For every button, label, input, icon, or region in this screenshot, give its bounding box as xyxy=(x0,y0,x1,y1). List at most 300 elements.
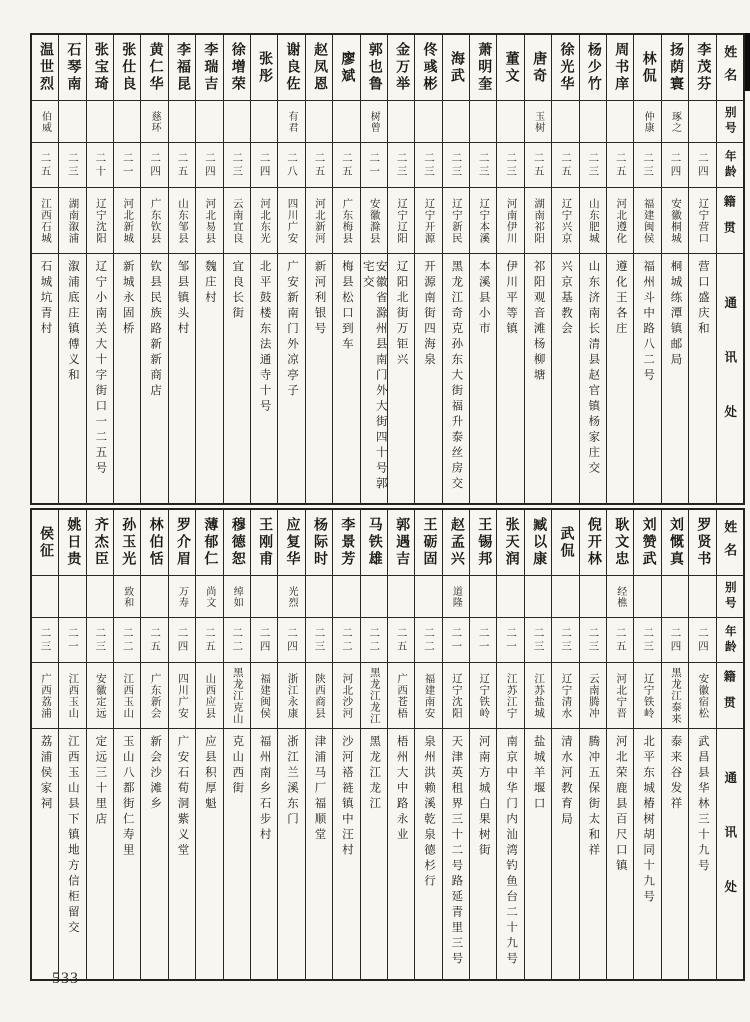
person-address-cell xyxy=(525,254,551,503)
person-column xyxy=(606,510,633,979)
person-address-cell xyxy=(388,729,414,979)
person-name-cell xyxy=(32,510,58,576)
person-name: 周书庠 xyxy=(613,42,629,93)
person-age: 二五 xyxy=(340,151,352,179)
person-age: 二三 xyxy=(559,626,571,654)
person-name-cell xyxy=(251,510,277,576)
person-address-cell xyxy=(689,254,715,503)
person-name: 赵凤恩 xyxy=(311,42,327,93)
person-age: 二五 xyxy=(395,626,407,654)
person-name-cell xyxy=(497,510,523,576)
person-address-cell xyxy=(552,254,578,503)
person-age: 二五 xyxy=(203,626,215,654)
person-alias-cell xyxy=(388,101,414,143)
person-origin-cell xyxy=(361,188,387,254)
person-name: 张宝琦 xyxy=(92,42,108,93)
person-address: 河北荣鹿县百尺口镇 xyxy=(614,735,627,875)
person-name-cell xyxy=(525,510,551,576)
person-origin-cell xyxy=(388,663,414,729)
person-age-cell xyxy=(689,618,715,663)
person-name: 石琴南 xyxy=(65,42,81,93)
person-origin: 安徽宿松 xyxy=(697,672,709,719)
person-name: 赵孟兴 xyxy=(448,517,464,568)
person-name: 马铁雄 xyxy=(366,517,382,568)
person-alias: 绰如 xyxy=(231,585,243,608)
person-column xyxy=(524,35,551,503)
person-address: 河南方城白果树街 xyxy=(477,735,490,859)
person-age-cell xyxy=(224,618,250,663)
person-address: 荔浦侯家祠 xyxy=(39,735,52,813)
person-age-cell xyxy=(443,618,469,663)
header-origin-label: 籍贯 xyxy=(722,669,737,722)
person-address: 泰来谷发祥 xyxy=(669,735,682,813)
person-alias: 玉树 xyxy=(532,110,544,133)
person-origin-cell xyxy=(224,188,250,254)
person-age: 二四 xyxy=(176,626,188,654)
person-age-cell xyxy=(278,618,304,663)
person-address-cell xyxy=(361,254,387,503)
person-alias-cell xyxy=(552,101,578,143)
person-origin-cell xyxy=(278,188,304,254)
person-age-cell xyxy=(552,618,578,663)
header-address-cell xyxy=(717,254,743,503)
person-name: 穆德恕 xyxy=(229,517,245,568)
person-age: 二四 xyxy=(258,626,270,654)
person-alias-cell xyxy=(87,576,113,618)
person-age: 二十 xyxy=(94,151,106,179)
person-address: 辽宁小南关大十字街口一二五号 xyxy=(94,260,107,477)
person-origin: 河北遵化 xyxy=(615,197,627,244)
person-address-cell xyxy=(196,254,222,503)
person-column xyxy=(168,35,195,503)
person-alias-cell xyxy=(306,101,332,143)
person-alias-cell xyxy=(59,576,85,618)
person-age-cell xyxy=(141,143,167,188)
person-name-cell xyxy=(196,35,222,101)
person-address: 天津英租界三十二号路延青里三号 xyxy=(450,735,463,968)
person-column xyxy=(305,35,332,503)
person-name-cell xyxy=(443,510,469,576)
person-name: 罗贤书 xyxy=(695,517,711,568)
person-name: 臧以康 xyxy=(531,517,547,568)
person-origin-cell xyxy=(169,188,195,254)
person-age: 二四 xyxy=(669,626,681,654)
person-column xyxy=(360,35,387,503)
person-age: 二三 xyxy=(231,151,243,179)
person-name: 唐奇 xyxy=(531,50,547,85)
person-address: 浙江兰溪东门 xyxy=(286,735,299,828)
person-column xyxy=(688,510,715,979)
person-column xyxy=(277,510,304,979)
person-age-cell xyxy=(607,618,633,663)
person-origin: 黑龙江泰来 xyxy=(670,666,682,725)
person-address: 宜良长街 xyxy=(231,260,244,322)
person-address: 广安石荀洞紫义堂 xyxy=(176,735,189,859)
person-column xyxy=(86,510,113,979)
person-origin: 河北宁晋 xyxy=(615,672,627,719)
person-age: 二四 xyxy=(203,151,215,179)
person-column xyxy=(469,510,496,979)
person-origin: 河北东光 xyxy=(259,197,271,244)
person-age-cell xyxy=(114,618,140,663)
person-name-cell xyxy=(333,35,359,101)
person-address-cell xyxy=(415,254,441,503)
person-address-cell xyxy=(443,254,469,503)
person-age: 二二 xyxy=(423,626,434,654)
person-address: 石城坑青村 xyxy=(39,260,52,338)
person-origin-cell xyxy=(32,663,58,729)
person-age: 二一 xyxy=(121,151,133,179)
person-address-cell xyxy=(224,729,250,979)
person-age-cell xyxy=(333,143,359,188)
person-alias: 仲康 xyxy=(642,110,654,133)
person-age-cell xyxy=(552,143,578,188)
person-origin-cell xyxy=(59,663,85,729)
person-origin: 江西石城 xyxy=(40,197,52,244)
person-address-cell xyxy=(114,729,140,979)
person-age: 二四 xyxy=(286,626,298,654)
person-name-cell xyxy=(415,35,441,101)
person-origin: 黑龙江龙江 xyxy=(368,666,380,725)
person-column xyxy=(195,510,222,979)
person-origin: 陕西商县 xyxy=(313,672,325,719)
person-age: 二五 xyxy=(614,626,626,654)
person-name: 王刚甫 xyxy=(257,517,273,568)
person-age: 二三 xyxy=(505,151,517,179)
person-alias-cell xyxy=(32,576,58,618)
person-age-cell xyxy=(333,618,359,663)
person-alias-cell xyxy=(443,101,469,143)
person-origin: 河北沙河 xyxy=(341,672,353,719)
person-address: 黑龙江龙江 xyxy=(368,735,381,813)
person-name-cell xyxy=(580,510,606,576)
person-address-cell xyxy=(361,729,387,979)
person-age-cell xyxy=(415,618,441,663)
person-origin: 河南伊川 xyxy=(505,197,517,244)
person-name-cell xyxy=(552,35,578,101)
person-origin-cell xyxy=(333,663,359,729)
person-address: 伊川平等镇 xyxy=(505,260,518,338)
header-alias-cell xyxy=(717,101,743,143)
person-alias-cell xyxy=(59,101,85,143)
person-age: 二五 xyxy=(313,151,325,179)
person-age: 二四 xyxy=(149,151,161,179)
person-alias-cell xyxy=(689,576,715,618)
person-address-cell xyxy=(443,729,469,979)
person-alias-cell xyxy=(306,576,332,618)
person-origin: 河北新城 xyxy=(122,197,134,244)
person-name: 徐增荣 xyxy=(229,42,245,93)
person-origin-cell xyxy=(59,188,85,254)
person-name-cell xyxy=(388,35,414,101)
person-age: 二四 xyxy=(669,151,681,179)
person-age-cell xyxy=(361,143,387,188)
person-address-cell xyxy=(580,729,606,979)
person-alias-cell xyxy=(333,101,359,143)
person-name-cell xyxy=(662,510,688,576)
person-name-cell xyxy=(689,510,715,576)
person-origin-cell xyxy=(634,188,660,254)
person-alias-cell xyxy=(580,101,606,143)
header-name-label: 姓名 xyxy=(722,519,738,566)
person-origin-cell xyxy=(634,663,660,729)
person-age: 二一 xyxy=(450,626,462,654)
person-age-cell xyxy=(87,143,113,188)
person-origin: 山东邹县 xyxy=(176,197,188,244)
person-address-cell xyxy=(497,729,523,979)
person-alias-cell xyxy=(525,576,551,618)
person-name: 薄郁仁 xyxy=(202,517,218,568)
person-origin-cell xyxy=(415,188,441,254)
person-name-cell xyxy=(169,510,195,576)
person-name: 姚日贵 xyxy=(65,517,81,568)
person-origin-cell xyxy=(306,188,332,254)
person-alias: 经樵 xyxy=(614,585,626,608)
person-age-cell xyxy=(689,143,715,188)
header-alias-label: 别号 xyxy=(723,106,736,137)
person-name: 刘慨真 xyxy=(668,517,684,568)
person-origin: 云南宜良 xyxy=(231,197,243,244)
person-age: 二五 xyxy=(532,151,544,179)
person-name-cell xyxy=(607,510,633,576)
person-address-cell xyxy=(470,729,496,979)
person-alias-cell xyxy=(415,576,441,618)
person-origin-cell xyxy=(552,188,578,254)
person-name-cell xyxy=(388,510,414,576)
person-age: 二三 xyxy=(642,626,654,654)
person-address-cell xyxy=(224,254,250,503)
person-origin: 辽宁辽阳 xyxy=(396,197,408,244)
person-alias-cell xyxy=(196,101,222,143)
person-column xyxy=(332,510,359,979)
person-origin-cell xyxy=(443,663,469,729)
person-column xyxy=(661,35,688,503)
person-origin-cell xyxy=(141,663,167,729)
person-name-cell xyxy=(224,510,250,576)
person-column xyxy=(524,510,551,979)
person-name: 杨际时 xyxy=(311,517,327,568)
person-age-cell xyxy=(224,143,250,188)
person-column xyxy=(113,510,140,979)
person-name-cell xyxy=(689,35,715,101)
header-alias-label: 别号 xyxy=(723,581,736,612)
person-age-cell xyxy=(59,618,85,663)
person-origin: 福建南安 xyxy=(423,672,435,719)
person-age: 二三 xyxy=(423,151,434,179)
person-origin: 辽宁营口 xyxy=(697,197,709,244)
person-age-cell xyxy=(278,143,304,188)
person-address: 津浦马厂福顺堂 xyxy=(313,735,326,844)
person-address-cell xyxy=(580,254,606,503)
person-name-cell xyxy=(525,35,551,101)
person-age-cell xyxy=(169,143,195,188)
person-name-cell xyxy=(224,35,250,101)
person-column xyxy=(688,35,715,503)
person-age-cell xyxy=(196,618,222,663)
person-name: 温世烈 xyxy=(38,42,54,93)
person-alias: 道隆 xyxy=(450,585,462,608)
person-column xyxy=(195,35,222,503)
person-alias-cell xyxy=(361,576,387,618)
person-origin: 山西应县 xyxy=(204,672,216,719)
person-age-cell xyxy=(634,143,660,188)
person-alias-cell xyxy=(278,101,304,143)
person-alias: 尚文 xyxy=(203,585,215,608)
person-alias-cell xyxy=(196,576,222,618)
person-origin-cell xyxy=(607,663,633,729)
person-column xyxy=(442,510,469,979)
person-origin-cell xyxy=(443,188,469,254)
person-origin-cell xyxy=(662,663,688,729)
person-address: 桐城练潭镇邮局 xyxy=(669,260,682,369)
person-name: 佟彧彬 xyxy=(421,42,437,93)
person-column xyxy=(606,35,633,503)
person-address-cell xyxy=(251,729,277,979)
person-origin: 云南腾冲 xyxy=(587,672,599,719)
person-name-cell xyxy=(415,510,441,576)
person-age: 二五 xyxy=(559,151,571,179)
person-alias-cell xyxy=(634,576,660,618)
person-column xyxy=(250,510,277,979)
person-address-cell xyxy=(634,729,660,979)
person-origin-cell xyxy=(251,188,277,254)
person-age: 二三 xyxy=(587,626,599,654)
person-address: 邹县镇头村 xyxy=(176,260,189,338)
person-origin-cell xyxy=(689,188,715,254)
person-address: 玉山八都街仁寿里 xyxy=(121,735,134,859)
person-alias-cell xyxy=(361,101,387,143)
person-name-cell xyxy=(470,35,496,101)
person-address-cell xyxy=(415,729,441,979)
person-address: 江西玉山县下镇地方信柜留交 xyxy=(66,735,79,937)
person-origin-cell xyxy=(470,188,496,254)
registry-table-top xyxy=(30,33,745,505)
person-age-cell xyxy=(114,143,140,188)
person-column xyxy=(387,510,414,979)
person-address-cell xyxy=(634,254,660,503)
person-age: 二三 xyxy=(587,151,599,179)
person-column xyxy=(496,35,523,503)
person-origin-cell xyxy=(196,663,222,729)
person-column xyxy=(633,35,660,503)
person-alias-cell xyxy=(497,576,523,618)
person-address-cell xyxy=(333,729,359,979)
person-address: 营口盛庆和 xyxy=(696,260,709,338)
person-alias-cell xyxy=(662,576,688,618)
person-address-cell xyxy=(278,254,304,503)
person-origin: 江苏盐城 xyxy=(533,672,545,719)
person-origin-cell xyxy=(114,663,140,729)
person-address: 沙河褡裢镇中汪村 xyxy=(340,735,353,859)
person-alias-cell xyxy=(278,576,304,618)
person-address-cell xyxy=(59,729,85,979)
person-alias: 有君 xyxy=(286,110,298,133)
person-alias-cell xyxy=(87,101,113,143)
person-name-cell xyxy=(141,510,167,576)
person-address: 本溪县小市 xyxy=(477,260,490,338)
person-column xyxy=(414,510,441,979)
person-address: 福州斗中路八二号 xyxy=(642,260,655,384)
person-origin: 广东钦县 xyxy=(149,197,161,244)
person-name: 王锡邦 xyxy=(476,517,492,568)
person-alias-cell xyxy=(443,576,469,618)
person-column xyxy=(579,35,606,503)
person-origin-cell xyxy=(224,663,250,729)
person-address-cell xyxy=(141,254,167,503)
person-origin-cell xyxy=(251,663,277,729)
person-origin-cell xyxy=(497,188,523,254)
person-alias-cell xyxy=(552,576,578,618)
person-address: 广安新南门外凉亭子 xyxy=(286,260,299,400)
person-address: 腾冲五保街太和祥 xyxy=(587,735,600,859)
person-origin: 广东梅县 xyxy=(341,197,353,244)
person-alias-cell xyxy=(634,101,660,143)
person-address: 泉州洪赖溪乾泉德杉行 xyxy=(423,735,435,890)
person-name: 董文 xyxy=(503,50,519,85)
person-name: 应复华 xyxy=(284,517,300,568)
person-alias-cell xyxy=(32,101,58,143)
person-age: 二三 xyxy=(94,626,106,654)
person-age: 二二 xyxy=(368,626,380,654)
person-name-cell xyxy=(278,510,304,576)
person-name: 谢良佐 xyxy=(284,42,300,93)
person-alias-cell xyxy=(470,101,496,143)
person-age: 二三 xyxy=(395,151,407,179)
person-age-cell xyxy=(196,143,222,188)
person-age: 二四 xyxy=(696,151,708,179)
person-name-cell xyxy=(443,35,469,101)
person-column xyxy=(277,35,304,503)
person-alias-cell xyxy=(607,576,633,618)
person-origin: 江西玉山 xyxy=(122,672,134,719)
person-address: 黑龙江奇克孙东大街福升泰丝房交 xyxy=(450,260,463,493)
person-age-cell xyxy=(497,618,523,663)
person-name: 李瑞吉 xyxy=(202,42,218,93)
person-origin: 广西荔浦 xyxy=(40,672,52,719)
person-age-cell xyxy=(470,143,496,188)
header-address-cell xyxy=(717,729,743,979)
header-age-cell xyxy=(717,618,743,663)
person-name-cell xyxy=(306,35,332,101)
person-address-cell xyxy=(662,254,688,503)
person-alias-cell xyxy=(224,576,250,618)
person-name-cell xyxy=(361,510,387,576)
person-age-cell xyxy=(634,618,660,663)
person-column xyxy=(32,35,58,503)
person-origin: 湖南祁阳 xyxy=(533,197,545,244)
person-age-cell xyxy=(87,618,113,663)
person-name: 萧明奎 xyxy=(476,42,492,93)
person-column xyxy=(551,35,578,503)
person-origin: 山东肥城 xyxy=(587,197,599,244)
person-column xyxy=(633,510,660,979)
person-column xyxy=(32,510,58,979)
person-column xyxy=(113,35,140,503)
person-origin: 福建闽侯 xyxy=(259,672,271,719)
person-address-cell xyxy=(32,254,58,503)
person-age-cell xyxy=(169,618,195,663)
person-name: 黄仁华 xyxy=(147,42,163,93)
person-address: 应县积厚魁 xyxy=(203,735,216,813)
person-column xyxy=(58,35,85,503)
person-origin-cell xyxy=(525,663,551,729)
person-name: 廖斌 xyxy=(339,50,355,85)
person-address-cell xyxy=(388,254,414,503)
person-address: 安徽省滁州县南门外大街四十号郭宅交 xyxy=(361,260,387,493)
person-alias: 慈环 xyxy=(149,110,161,133)
person-age-cell xyxy=(361,618,387,663)
person-origin: 湖南溆浦 xyxy=(67,197,79,244)
